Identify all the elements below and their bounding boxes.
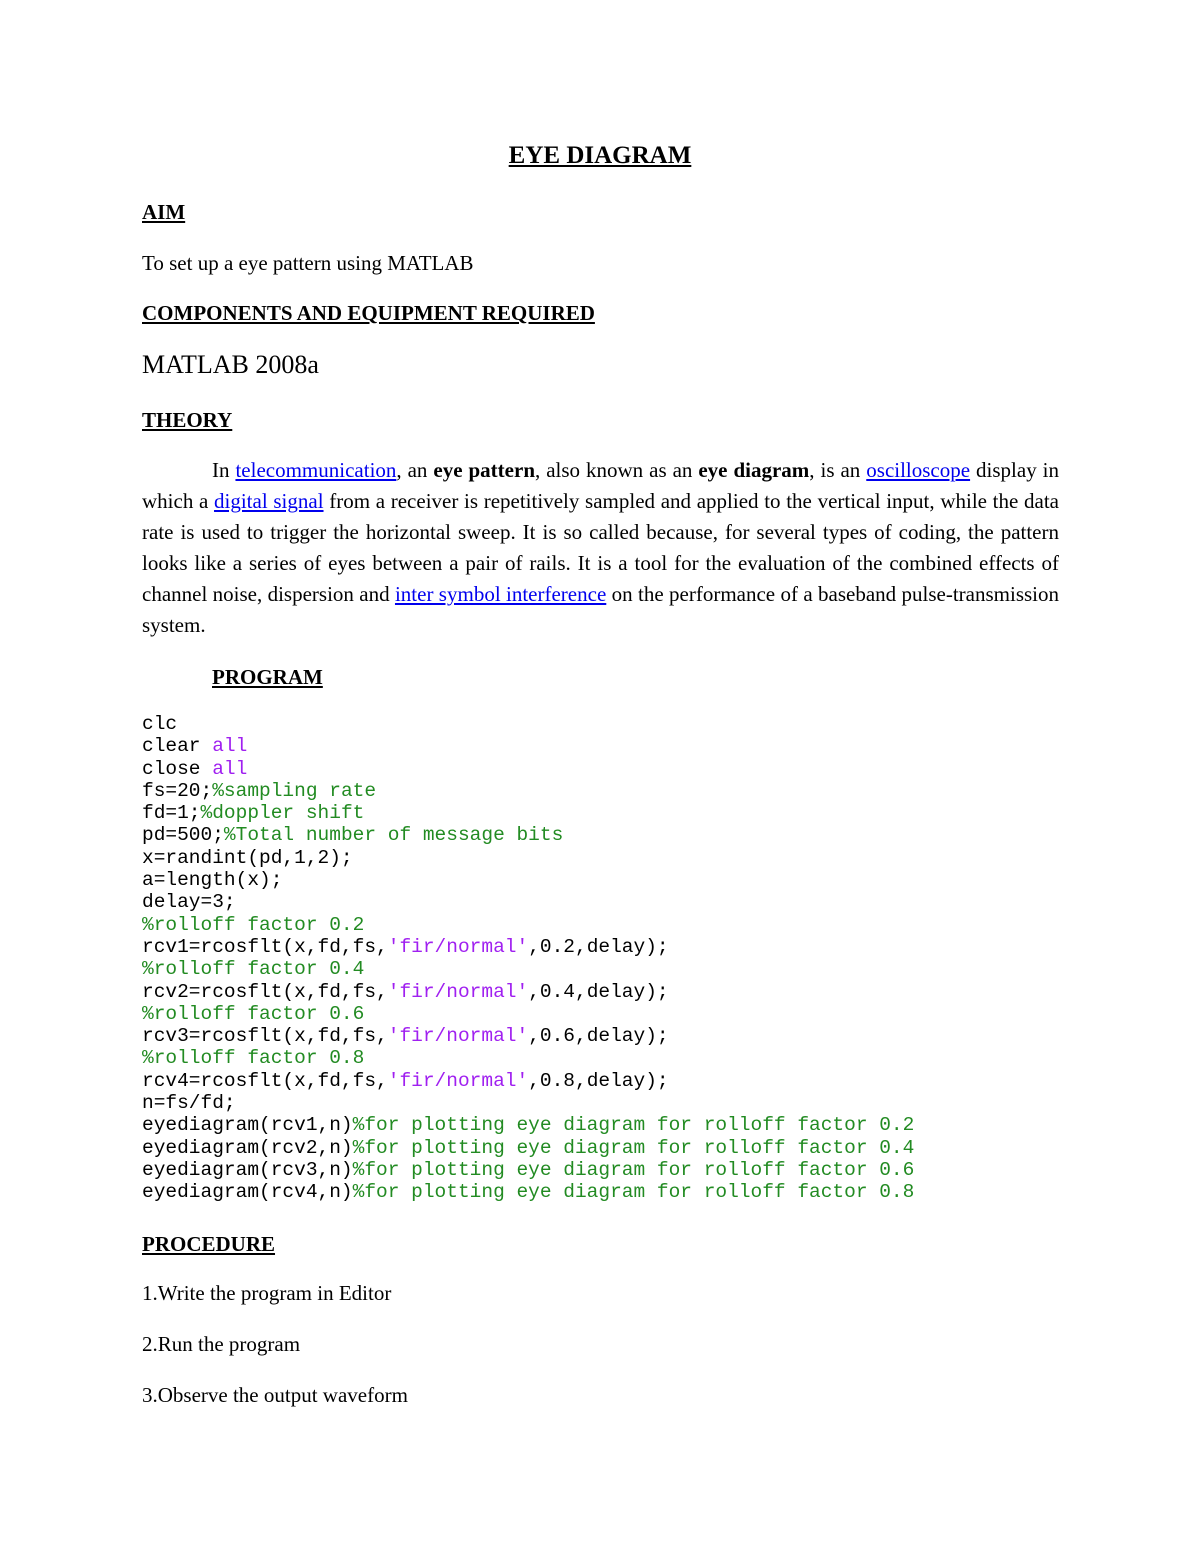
code-comment: %sampling rate [212, 779, 377, 802]
code-line [142, 1159, 914, 1181]
code-keyword: all [212, 757, 248, 780]
code-comment: %Total number of message bits [223, 824, 564, 847]
theory-text: , also known as an [535, 458, 699, 482]
page-title: EYE DIAGRAM [508, 142, 692, 169]
components-heading: COMPONENTS AND EQUIPMENT REQUIRED [142, 301, 595, 325]
code-block [142, 713, 914, 1204]
code-line [142, 802, 914, 824]
procedure-step: 3.Observe the output waveform [142, 1383, 408, 1407]
code-comment: %for plotting eye diagram for rolloff factor 0.2 [352, 1114, 915, 1137]
program-heading: PROGRAM [212, 665, 323, 689]
code-token: fs=20; [142, 779, 213, 802]
code-comment: %rolloff factor 0.2 [142, 913, 365, 936]
theory-text: , is an [809, 458, 867, 482]
theory-text: In [212, 458, 236, 482]
theory-text: , an [396, 458, 434, 482]
code-line [142, 713, 914, 735]
code-token: ,0.2,delay); [528, 935, 669, 958]
code-comment: %doppler shift [200, 802, 365, 825]
code-line [142, 1092, 914, 1114]
code-token: fd=1; [142, 802, 201, 825]
code-line [142, 936, 914, 958]
code-line [142, 869, 914, 891]
theory-bold-term: eye diagram [698, 458, 810, 482]
code-line [142, 735, 914, 757]
code-keyword: 'fir/normal' [387, 980, 529, 1003]
code-token: clear [142, 735, 213, 758]
code-line [142, 824, 914, 846]
procedure-step: 1.Write the program in Editor [142, 1281, 392, 1305]
digital-signal-link[interactable]: digital signal [214, 489, 324, 513]
code-keyword: 'fir/normal' [387, 1025, 529, 1048]
code-comment: %rolloff factor 0.6 [142, 1002, 365, 1025]
code-line [142, 914, 914, 936]
code-keyword: 'fir/normal' [387, 935, 529, 958]
code-line [142, 847, 914, 869]
code-line [142, 780, 914, 802]
code-token: eyediagram(rcv1,n) [142, 1114, 353, 1137]
code-line [142, 891, 914, 913]
code-line [142, 1137, 914, 1159]
code-token: n=fs/fd; [142, 1092, 236, 1115]
code-keyword: 'fir/normal' [387, 1069, 529, 1092]
procedure-heading: PROCEDURE [142, 1232, 276, 1256]
code-comment: %for plotting eye diagram for rolloff factor 0.4 [352, 1136, 915, 1159]
inter-symbol-interference-link[interactable]: inter symbol interference [394, 582, 607, 606]
code-token: rcv4=rcosflt(x,fd,fs, [142, 1069, 388, 1092]
code-keyword: all [212, 735, 248, 758]
code-line [142, 1047, 914, 1069]
code-token: x=randint(pd,1,2); [142, 846, 353, 869]
code-token: ,0.8,delay); [528, 1069, 669, 1092]
procedure-step: 2.Run the program [142, 1332, 301, 1356]
code-comment: %rolloff factor 0.4 [142, 958, 365, 981]
code-line [142, 1070, 914, 1092]
code-token: delay=3; [142, 891, 236, 914]
code-token: eyediagram(rcv4,n) [142, 1181, 353, 1204]
aim-heading: AIM [142, 200, 186, 224]
code-token: eyediagram(rcv2,n) [142, 1136, 353, 1159]
code-comment: %for plotting eye diagram for rolloff factor 0.6 [352, 1158, 915, 1181]
code-token: eyediagram(rcv3,n) [142, 1158, 353, 1181]
code-line [142, 981, 914, 1003]
code-token: close [142, 757, 213, 780]
code-token: ,0.6,delay); [528, 1025, 669, 1048]
components-text: MATLAB 2008a [142, 350, 319, 379]
code-line [142, 758, 914, 780]
code-token: pd=500; [142, 824, 224, 847]
code-token: rcv3=rcosflt(x,fd,fs, [142, 1025, 388, 1048]
theory-text: on the performance of a baseband pulse-transmission system. [142, 582, 1059, 637]
code-token: ,0.4,delay); [528, 980, 669, 1003]
code-line [142, 1181, 914, 1203]
code-comment: %for plotting eye diagram for rolloff factor 0.8 [352, 1181, 915, 1204]
code-token: rcv2=rcosflt(x,fd,fs, [142, 980, 388, 1003]
aim-text: To set up a eye pattern using MATLAB [142, 251, 474, 275]
theory-text: from a receiver is repetitively sampled and applied to the vertical input, while the data rate is used to trigger the horizontal sweep. It is so called because, for several types of coding, the pattern looks like a series of eyes between a pair of rails. It is a tool for the evaluation of the combined effects of channel noise, dispersion and [142, 489, 1059, 606]
code-token: clc [142, 713, 178, 735]
theory-heading: THEORY [142, 408, 233, 432]
code-line [142, 1114, 914, 1136]
theory-text: display in which a [142, 458, 1059, 513]
oscilloscope-link[interactable]: oscilloscope [866, 458, 971, 482]
code-token: a=length(x); [142, 869, 283, 892]
code-token: rcv1=rcosflt(x,fd,fs, [142, 935, 388, 958]
theory-bold-term: eye pattern [433, 458, 535, 482]
code-line [142, 1025, 914, 1047]
theory-paragraph [142, 455, 1059, 641]
telecommunication-link[interactable]: telecommunication [235, 458, 397, 482]
code-line [142, 1003, 914, 1025]
code-line [142, 958, 914, 980]
code-comment: %rolloff factor 0.8 [142, 1047, 365, 1070]
